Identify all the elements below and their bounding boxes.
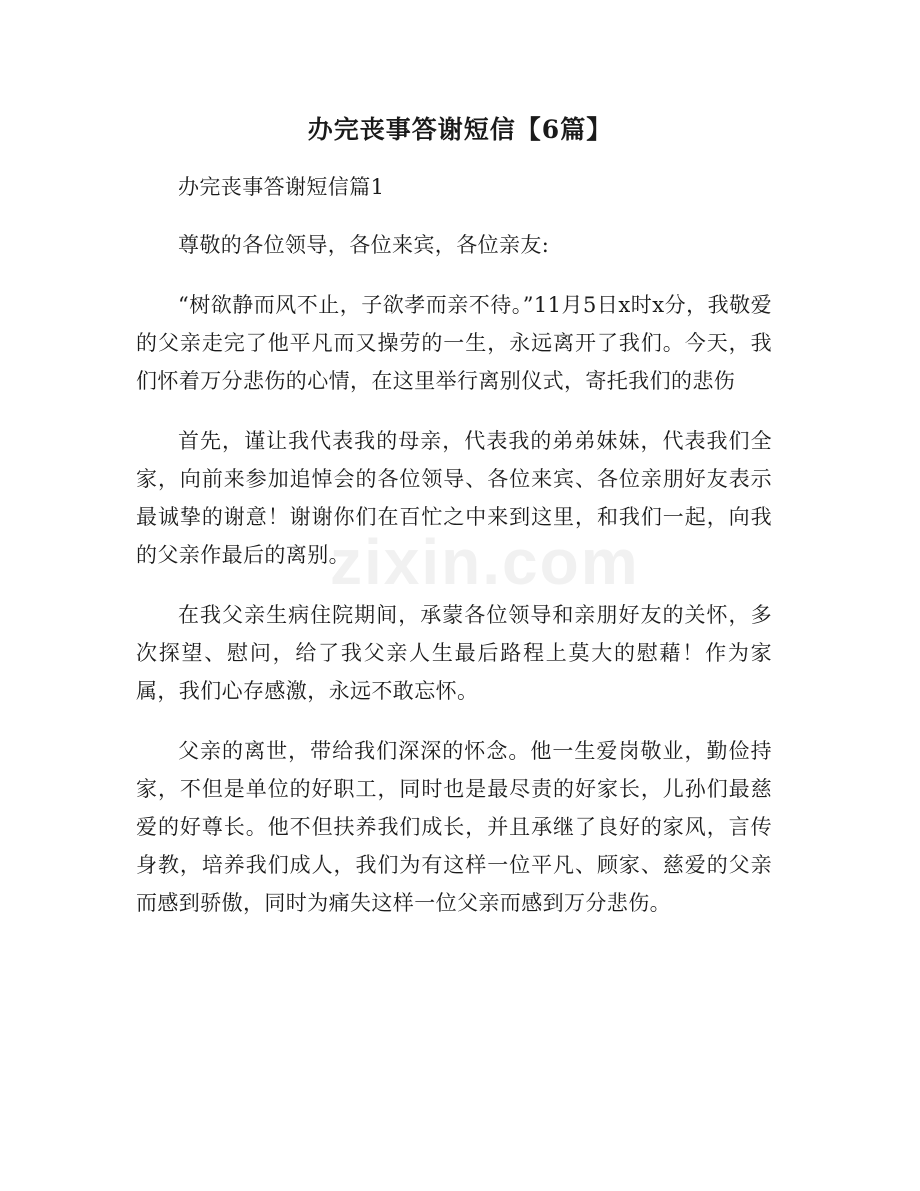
paragraph: 首先，谨让我代表我的母亲，代表我的弟弟妹妹，代表我们全家，向前来参加追悼会的各位领导、各位来宾、各位亲朋好友表示最诚挚的谢意！谢谢你们在百忙之中来到这里，和我们一起，向我的父亲作最后的离别。 — [136, 429, 772, 567]
paragraph: 在我父亲生病住院期间，承蒙各位领导和亲朋好友的关怀，多次探望、慰问，给了我父亲人生最后路程上莫大的慰藉！作为家属，我们心存感激，永远不敢忘怀。 — [136, 603, 772, 703]
document-title: 办完丧事答谢短信【6篇】 — [307, 115, 613, 144]
document-body — [136, 168, 772, 944]
section-heading: 办完丧事答谢短信篇1 — [178, 175, 385, 199]
salutation: 尊敬的各位领导，各位来宾，各位亲友: — [178, 233, 550, 257]
paragraph: “树欲静而风不止，子欲孝而亲不待。”11月5日x时x分，我敬爱的父亲走完了他平凡而又操劳的一生，永远离开了我们。今天，我们怀着万分悲伤的心情，在这里举行离别仪式，寄托我们的悲伤 — [136, 293, 772, 393]
watermark: zixin.com — [330, 526, 640, 598]
paragraph: 父亲的离世，带给我们深深的怀念。他一生爱岗敬业，勤俭持家，不但是单位的好职工，同时也是最尽责的好家长，儿孙们最慈爱的好尊长。他不但扶养我们成长，并且承继了良好的家风，言传身教，培养我们成人，我们为有这样一位平凡、顾家、慈爱的父亲而感到骄傲，同时为痛失这样一位父亲而感到万分悲伤。 — [136, 739, 772, 915]
